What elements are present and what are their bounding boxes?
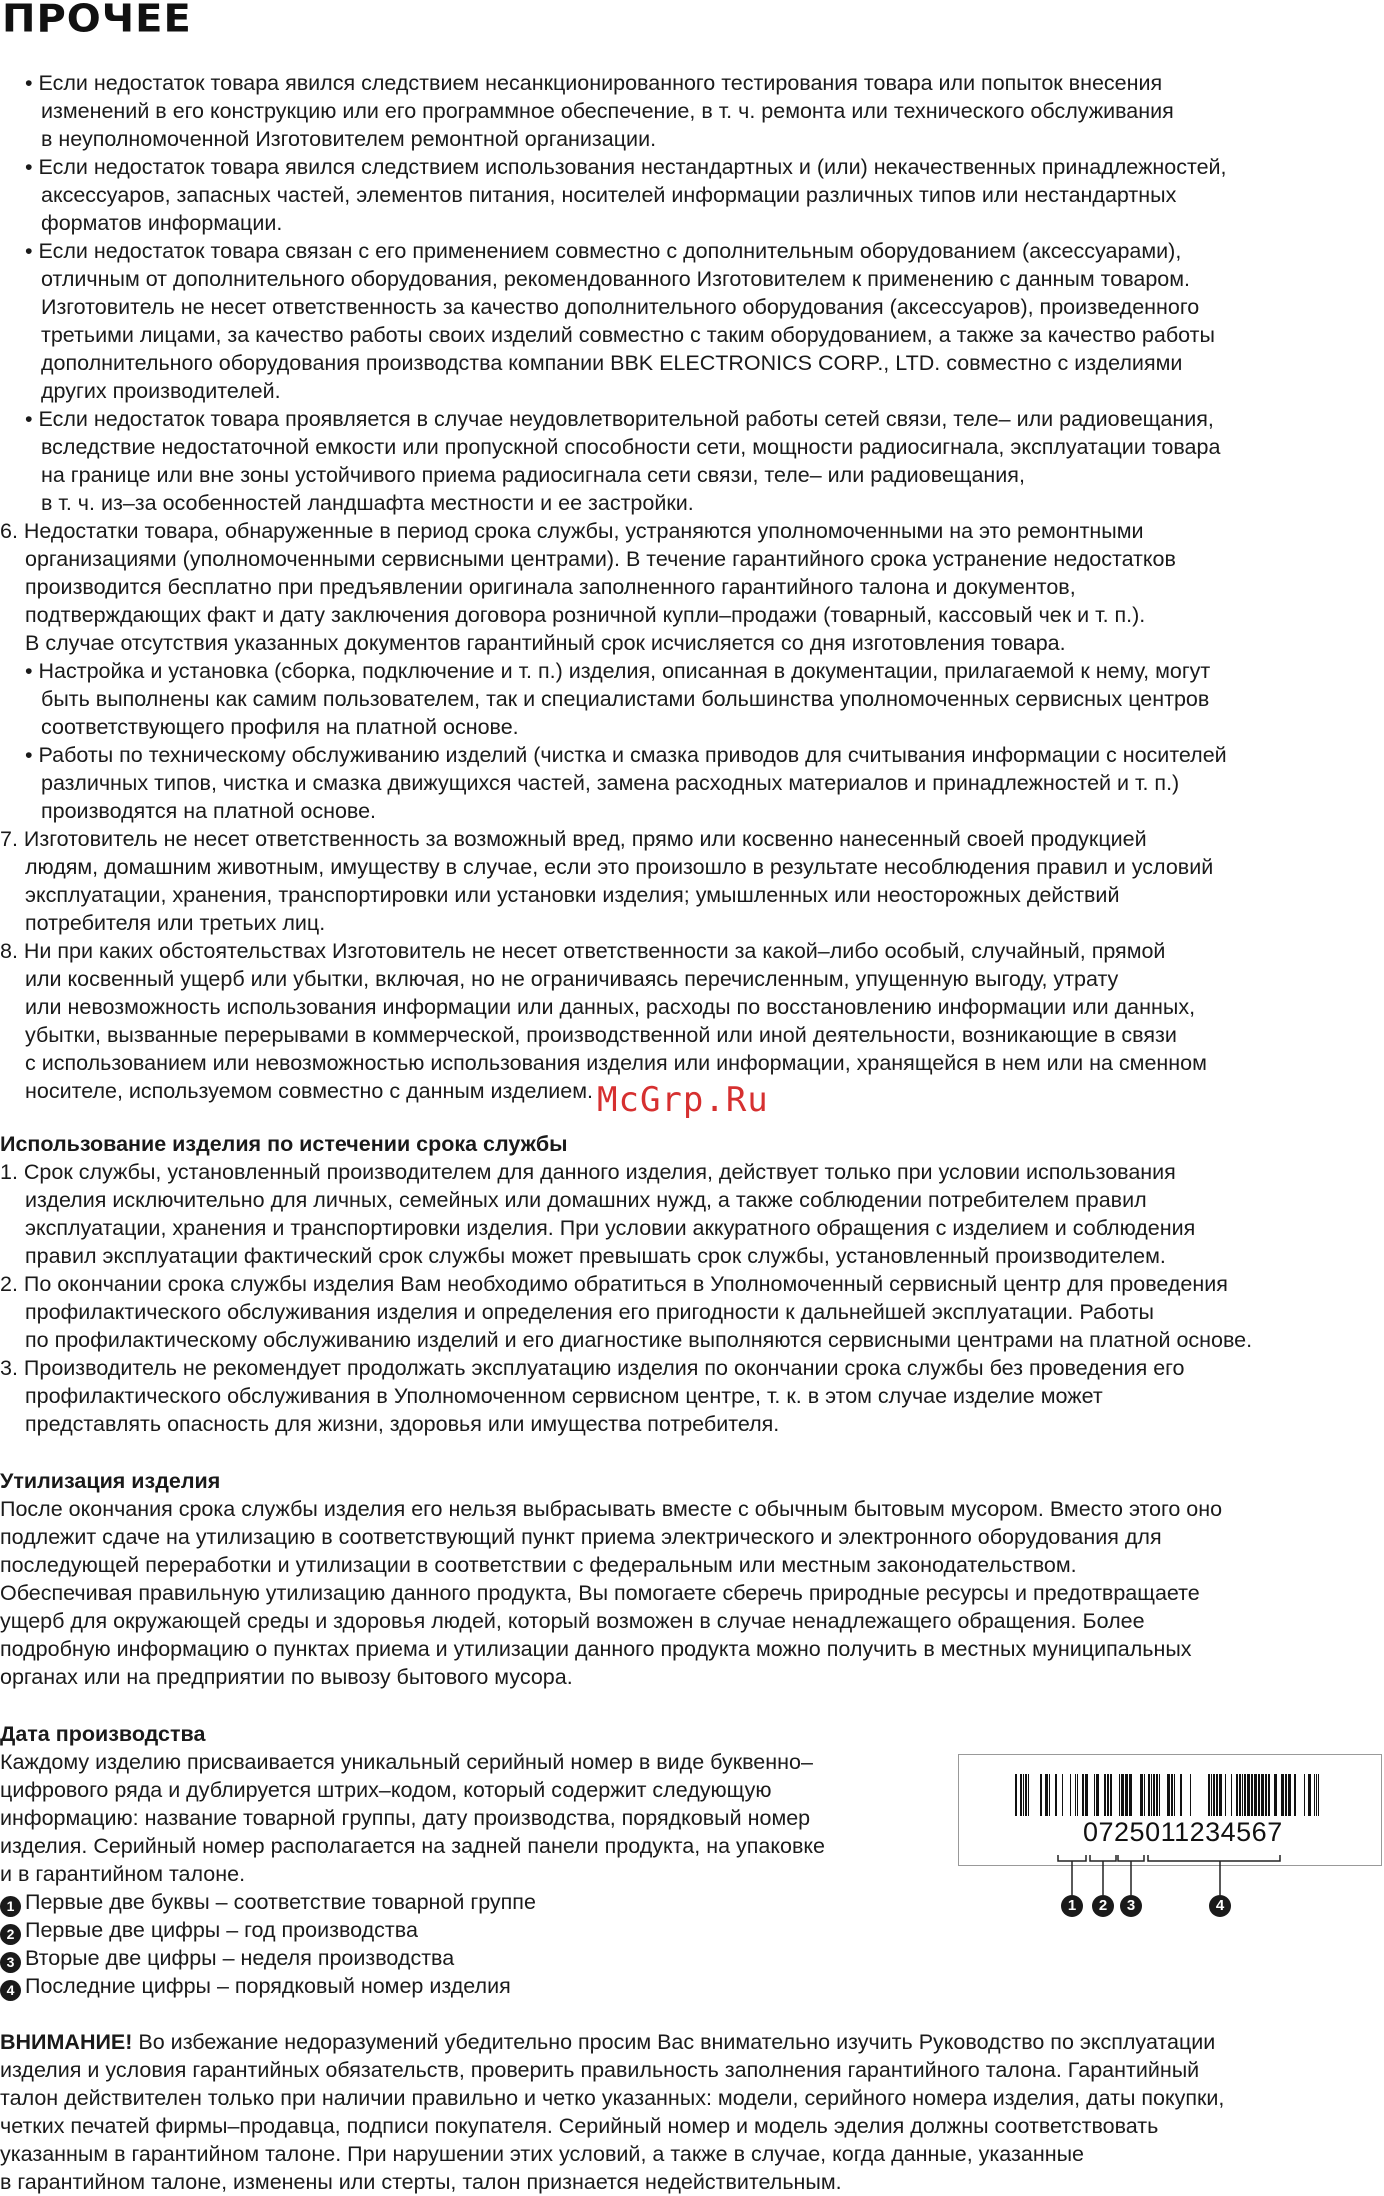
text-line: профилактического обслуживания в Уполномоченном сервисном центре, т. к. в этом случае изделие может: [25, 1384, 1103, 1408]
text-line: последующей переработки и утилизации в соответствии с федеральным или местным законодательством.: [0, 1553, 1077, 1577]
text-line: с использованием или невозможностью использования изделия или информации, хранящейся в нем или на сменном: [25, 1051, 1207, 1075]
text-line: производятся на платной основе.: [41, 799, 377, 823]
text-line: изделия исключительно для личных, семейных или домашних нужд, а также соблюдении потребителем правил: [25, 1188, 1147, 1212]
text-line: изделия. Серийный номер располагается на задней панели продукта, на упаковке: [0, 1834, 825, 1858]
text-line: подтверждающих факт и дату заключения договора розничной купли–продажи (товарный, кассовый чек и т. п.).: [25, 603, 1146, 627]
section-heading: Использование изделия по истечении срока службы: [0, 1132, 568, 1156]
text-line: или невозможность использования информации или данных, расходы по восстановлению информации или данных,: [25, 995, 1196, 1019]
text-line: подлежит сдаче на утилизацию в соответствующий пункт приема электрического и электронного оборудования для: [0, 1525, 1162, 1549]
text-line: представлять опасность для жизни, здоровья или имущества потребителя.: [25, 1412, 780, 1436]
text-line: убытки, вызванные перерывами в коммерческой, производственной или иной деятельности, возникающие в связи: [25, 1023, 1177, 1047]
numbered-line: 1. Срок службы, установленный производителем для данного изделия, действует только при условии использования: [0, 1160, 1176, 1184]
text-line: цифрового ряда и дублируется штрих–кодом, который содержит следующую: [0, 1778, 772, 1802]
text-line: изделия и условия гарантийных обязательств, проверить правильность заполнения гарантийного талона. Гарантийный: [0, 2058, 1200, 2082]
watermark: McGrp.Ru: [597, 1080, 769, 1120]
text-line: носителе, используемом совместно с данным изделием.: [25, 1079, 593, 1103]
section-heading: Утилизация изделия: [0, 1469, 221, 1493]
legend-item: [0, 1944, 1384, 1972]
section-heading: Дата производства: [0, 1722, 206, 1746]
notice-label: ВНИМАНИЕ!: [0, 2030, 133, 2054]
bullet-line: • Если недостаток товара явился следствием использования нестандартных и (или) некачественных принадлежностей,: [25, 155, 1227, 179]
text-line: других производителей.: [41, 379, 281, 403]
text-line: или косвенный ущерб или убытки, включая, но не ограничиваясь перечисленным, упущенную выгоду, утрату: [25, 967, 1119, 991]
disposal-section: [0, 1467, 1384, 1691]
barcode-bracket-lines: [1040, 1855, 1340, 1907]
numbered-line: 6. Недостатки товара, обнаруженные в период срока службы, устраняются уполномоченными на это ремонтными: [0, 519, 1144, 543]
text-line: В случае отсутствия указанных документов гарантийный срок исчисляется со дня изготовления товара.: [25, 631, 1066, 655]
text-line: ущерб для окружающей среды и здоровья людей, который возможен в случае ненадлежащего обращения. Более: [0, 1609, 1145, 1633]
numbered-line: 3. Производитель не рекомендует продолжать эксплуатацию изделия по окончании срока службы без проведения его: [0, 1356, 1185, 1380]
text-line: правил эксплуатации фактический срок службы может превышать срок службы, установленный производителем.: [25, 1244, 1166, 1268]
text-line: информацию: название товарной группы, дату производства, порядковый номер: [0, 1806, 811, 1830]
text-line: четких печатей фирмы–продавца, подписи покупателя. Серийный номер и модель эделия должны соответствовать: [0, 2114, 1159, 2138]
text-line: аксессуаров, запасных частей, элементов питания, носителей информации различных типов или нестандартных: [41, 183, 1177, 207]
text-line: изменений в его конструкцию или его программное обеспечение, в т. ч. ремонта или технического обслуживания: [41, 99, 1174, 123]
barcode-number: 0725011234567: [1083, 1817, 1283, 1847]
marker-3: 3: [1120, 1895, 1142, 1917]
legend-text: Первые две цифры – год производства: [25, 1918, 418, 1942]
text-line: талон действителен только при наличии правильно и четко указанных: модели, серийного номера изделия, даты покупки,: [0, 2086, 1225, 2110]
text-line: потребителя или третьих лиц.: [25, 911, 326, 935]
text-line: организациями (уполномоченными сервисными центрами). В течение гарантийного срока устранение недостатков: [25, 547, 1176, 571]
legend-text: Первые две буквы – соответствие товарной группе: [25, 1890, 536, 1914]
text-line: в гарантийном талоне, изменены или стерты, талон признается недействительным.: [0, 2170, 842, 2194]
text-line: органах или на предприятии по вывозу бытового мусора.: [0, 1665, 573, 1689]
legend-item: [0, 1972, 1384, 2000]
notice-first-line: [0, 2028, 1384, 2056]
text-line: в неуполномоченной Изготовителем ремонтной организации.: [41, 127, 657, 151]
text-line: профилактического обслуживания изделия и определения его пригодности к дальнейшей эксплуатации. Работы: [25, 1300, 1155, 1324]
text-line: эксплуатации, хранения и транспортировки изделия. При условии аккуратного обращения с изделием и соблюдения: [25, 1216, 1196, 1240]
bullet-line: • Если недостаток товара связан с его применением совместно с дополнительным оборудованием (аксессуарами),: [25, 239, 1182, 263]
legend-text: Последние цифры – порядковый номер изделия: [25, 1974, 511, 1998]
text-line: указанным в гарантийном талоне. При нарушении этих условий, а также в случае, когда данные, указанные: [0, 2142, 1084, 2166]
page-title: ПРОЧЕЕ: [2, 0, 192, 41]
text-line: производится бесплатно при предъявлении оригинала заполненного гарантийного талона и документов,: [25, 575, 1076, 599]
text-line: людям, домашним животным, имуществу в случае, если это произошло в результате несоблюдения правил и условий: [25, 855, 1214, 879]
bullet-line: • Работы по техническому обслуживанию изделий (чистка и смазка приводов для считывания информации с носителей: [25, 743, 1227, 767]
text-line: форматов информации.: [41, 211, 283, 235]
text-line: подробную информацию о пунктах приема и утилизации данного продукта можно получить в местных муниципальных: [0, 1637, 1192, 1661]
bullet-line: • Если недостаток товара проявляется в случае неудовлетворительной работы сетей связи, теле– или радиовещания,: [25, 407, 1214, 431]
legend-item: [0, 1916, 1384, 1944]
marker-2: 2: [1092, 1895, 1114, 1917]
notice-text: Во избежание недоразумений убедительно просим Вас внимательно изучить Руководство по эксплуатации: [132, 2030, 1216, 2054]
legend-text: Вторые две цифры – неделя производства: [25, 1946, 455, 1970]
numbered-line: 7. Изготовитель не несет ответственность за возможный вред, прямо или косвенно нанесенный своей продукцией: [0, 827, 1147, 851]
service-life-section: [0, 1130, 1384, 1438]
text-line: соответствующего профиля на платной основе.: [41, 715, 519, 739]
text-line: вследствие недостаточной емкости или пропускной способности сети, мощности радиосигнала, эксплуатации товара: [41, 435, 1221, 459]
text-line: После окончания срока службы изделия его нельзя выбрасывать вместе с обычным бытовым мусором. Вместо этого оно: [0, 1497, 1223, 1521]
text-line: Обеспечивая правильную утилизацию данного продукта, Вы помогаете сберечь природные ресурсы и предотвращаете: [0, 1581, 1200, 1605]
text-line: по профилактическому обслуживанию изделий и его диагностике выполняются сервисными центрами на платной основе.: [25, 1328, 1253, 1352]
number-4-icon: 4: [0, 1980, 21, 2001]
text-line: Изготовитель не несет ответственность за качество дополнительного оборудования (аксессуаров), произведенного: [41, 295, 1200, 319]
numbered-line: 2. По окончании срока службы изделия Вам необходимо обратиться в Уполномоченный сервисный центр для проведения: [0, 1272, 1228, 1296]
notice-section: [0, 2028, 1384, 2196]
text-line: различных типов, чистка и смазка движущихся частей, замена расходных материалов и принадлежностей и т. п.): [41, 771, 1180, 795]
number-1-icon: 1: [0, 1896, 21, 1917]
text-line: и в гарантийном талоне.: [0, 1862, 246, 1886]
bullet-line: • Настройка и установка (сборка, подключение и т. п.) изделия, описанная в документации, прилагаемой к нему, могут: [25, 659, 1211, 683]
text-line: Каждому изделию присваивается уникальный серийный номер в виде буквенно–: [0, 1750, 813, 1774]
number-3-icon: 3: [0, 1952, 21, 1973]
text-line: дополнительного оборудования производства компании BBK ELECTRONICS CORP., LTD. совместно с изделиями: [41, 351, 1183, 375]
text-line: на границе или вне зоны устойчивого приема радиосигнала сети связи, теле– или радиовещания,: [41, 463, 1025, 487]
bullet-line: • Если недостаток товара явился следствием несанкционированного тестирования товара или попыток внесения: [25, 71, 1163, 95]
number-2-icon: 2: [0, 1924, 21, 1945]
text-line: третьими лицами, за качество работы своих изделий совместно с таким оборудованием, а также за качество работы: [41, 323, 1215, 347]
marker-1: 1: [1061, 1895, 1083, 1917]
text-line: в т. ч. из–за особенностей ландшафта местности и ее застройки.: [41, 491, 694, 515]
text-line: быть выполнены как самим пользователем, так и специалистами большинства уполномоченных сервисных центров: [41, 687, 1210, 711]
text-line: отличным от дополнительного оборудования, рекомендованного Изготовителем к применению с данным товаром.: [41, 267, 1191, 291]
numbered-line: 8. Ни при каких обстоятельствах Изготовитель не несет ответственности за какой–либо особый, случайный, прямой: [0, 939, 1166, 963]
marker-4: 4: [1209, 1895, 1231, 1917]
warranty-terms: [0, 69, 1384, 1105]
barcode-image: [1015, 1774, 1335, 1816]
text-line: эксплуатации, хранения, транспортировки или установки изделия; умышленных или неосторожных действий: [25, 883, 1120, 907]
